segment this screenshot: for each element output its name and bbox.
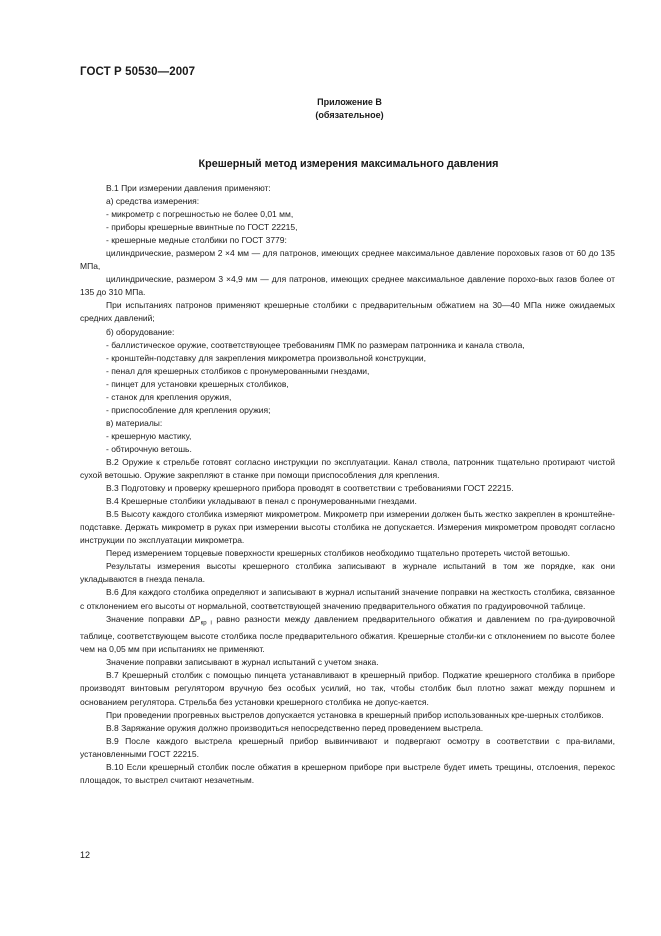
paragraph: В.7 Крешерный столбик с помощью пинцета устанавливают в крешерный прибор. Поджатие крешерного столбика в приборе производят винтовым регулятором вручную без особых усилий, но так, чтобы столбик был плотно зажат между поршнем и основанием регулятора. Стрельба без установки крешерного столбика не допус-кается. — [80, 670, 615, 707]
section-title: Крешерный метод измерения максимального давления — [198, 158, 499, 170]
formula-prefix: Значение поправки — [106, 613, 190, 624]
paragraph: В.4 Крешерные столбики укладывают в пенал с пронумерованными гнездами. — [106, 496, 417, 507]
document-body — [80, 182, 615, 787]
paragraph: цилиндрические, размером 2 ×4 мм — для патронов, имеющих среднее максимальное давление пороховых газов от 60 до 135 МПа, — [80, 248, 615, 272]
list-item: - крешерную мастику, — [106, 430, 192, 441]
paragraph: Значение поправки записывают в журнал испытаний с учетом знака. — [106, 657, 379, 668]
list-item: - приспособление для крепления оружия; — [106, 404, 271, 415]
paragraph: При испытаниях патронов применяют крешерные столбики с предварительным обжатием на 30—40 МПа ниже ожидаемых средних давлений; — [80, 300, 615, 324]
paragraph: в) материалы: — [106, 417, 163, 428]
paragraph: В.5 Высоту каждого столбика измеряют микрометром. Микрометр при измерении должен быть жестко закреплен в кронштейне-подставке. Держать микрометр в руках при измерении высоты столбика не допускается. Измерения микрометром проводят согласно инструкции по эксплуатации микрометра. — [80, 509, 615, 546]
paragraph: В.9 После каждого выстрела крешерный прибор вывинчивают и подвергают осмотру в соответствии с пра-вилами, установленными ГОСТ 22215. — [80, 735, 615, 759]
paragraph: Результаты измерения высоты крешерного столбика записывают в журнале испытаний в том же порядке, как они укладываются в гнезда пенала. — [80, 561, 615, 585]
list-item: - крешерные медные столбики по ГОСТ 3779: — [106, 235, 287, 246]
paragraph: б) оборудование: — [106, 326, 175, 337]
appendix-status: (обязательное) — [315, 110, 384, 120]
appendix-heading — [0, 96, 661, 122]
appendix-label: Приложение В — [317, 97, 382, 107]
formula-paragraph — [80, 613, 615, 657]
list-item: - пинцет для установки крешерных столбиков, — [106, 378, 289, 389]
list-item: - приборы крешерные ввинтные по ГОСТ 22215, — [106, 222, 298, 233]
paragraph: В.3 Подготовку и проверку крешерного прибора проводят в соответствии с требованиями ГОСТ 22215. — [106, 483, 514, 494]
list-item: - обтирочную ветошь. — [106, 443, 192, 454]
paragraph: При проведении прогревных выстрелов допускается установка в крешерный прибор использованных кре-шерных столбиков. — [106, 709, 604, 720]
list-item: - станок для крепления оружия, — [106, 391, 232, 402]
paragraph: В.10 Если крешерный столбик после обжатия в крешерном приборе при выстреле будет иметь трещины, отслоения, перекос площадок, то выстрел считают незачетным. — [80, 761, 615, 785]
paragraph: цилиндрические, размером 3 ×4,9 мм — для патронов, имеющих среднее максимальное давление порохо-вых газов более от 135 до 310 МПа. — [80, 274, 615, 298]
paragraph: Перед измерением торцевые поверхности крешерных столбиков необходимо тщательно протереть чистой ветошью. — [106, 548, 571, 559]
formula-symbol: $\Delta P_{кр i}$ — [189, 613, 212, 627]
page-number: 12 — [80, 850, 91, 860]
list-item: - пенал для крешерных столбиков с пронумерованными гнездами, — [106, 365, 370, 376]
paragraph: В.1 При измерении давления применяют: — [106, 183, 271, 193]
formula-subscript: кр i — [200, 620, 212, 627]
paragraph: В.6 Для каждого столбика определяют и записывают в журнал испытаний значение поправки на жесткость столбика, связанное с отклонением его высоты от нормальной, соответствующей значению предварительного обжатия по градуировочной таблице. — [80, 587, 615, 611]
list-item: - микрометр с погрешностью не более 0,01 мм, — [106, 209, 294, 220]
paragraph: а) средства измерения: — [106, 196, 200, 207]
paragraph: В.8 Заряжание оружия должно производиться непосредственно перед проведением выстрела. — [106, 722, 484, 733]
standard-header: ГОСТ Р 50530—2007 — [80, 66, 196, 78]
paragraph: В.2 Оружие к стрельбе готовят согласно инструкции по эксплуатации. Канал ствола, патронник тщательно протирают чистой сухой ветошью. Оружие закрепляют в станке при помощи приспособления для крепления. — [80, 456, 615, 481]
list-item: - баллистическое оружие, соответствующее требованиям ПМК по размерам патронника и канала ствола, — [106, 339, 525, 350]
formula-text: равно разности между давлением предварительного обжатия и давлением по гра-дуировочной таблице, соответствующем высоте столбика после предварительного обжатия. Крешерные столби-ки с отклонением по высоте более чем на 0,05 мм при испытаниях не применяют. — [80, 613, 615, 655]
list-item: - кронштейн-подставку для закрепления микрометра произвольной конструкции, — [106, 352, 426, 363]
